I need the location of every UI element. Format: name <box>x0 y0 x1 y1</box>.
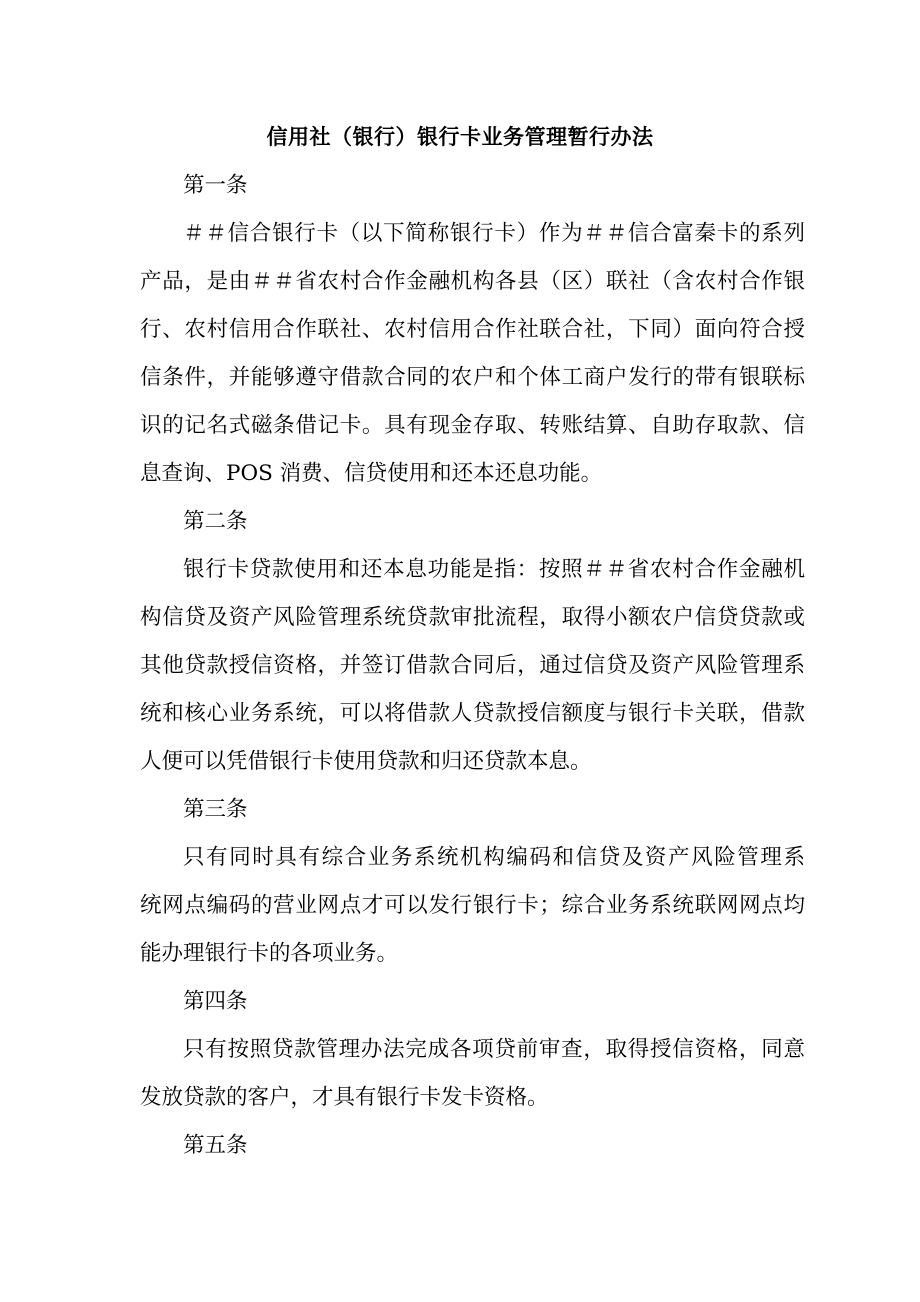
paragraph-line: 信条件，并能够遵守借款合同的农户和个体工商户发行的带有银联标 <box>140 365 805 390</box>
paragraph-line: 统网点编码的营业网点才可以发行银行卡；综合业务系统联网网点均 <box>140 893 805 918</box>
paragraph-line: ＃＃信合银行卡（以下简称银行卡）作为＃＃信合富秦卡的系列 <box>183 221 805 246</box>
paragraph-line: 人便可以凭借银行卡使用贷款和归还贷款本息。 <box>140 749 592 774</box>
paragraph-line: 产品，是由＃＃省农村合作金融机构各县（区）联社（含农村合作银 <box>140 269 805 294</box>
paragraph-line: 统和核心业务系统，可以将借款人贷款授信额度与银行卡关联，借款 <box>140 701 805 726</box>
paragraph-line: 只有同时具有综合业务系统机构编码和信贷及资产风险管理系 <box>183 845 805 870</box>
article-heading: 第四条 <box>183 989 248 1014</box>
paragraph-line: 行、农村信用合作联社、农村信用合作社联合社，下同）面向符合授 <box>140 317 805 342</box>
paragraph-line: 识的记名式磁条借记卡。具有现金存取、转账结算、自助存取款、信 <box>140 413 805 438</box>
article-section <box>140 1131 805 1179</box>
document-body <box>140 171 805 1179</box>
article-heading: 第三条 <box>183 797 248 822</box>
article-heading: 第二条 <box>183 509 248 534</box>
article-section <box>140 795 805 987</box>
article-heading: 第五条 <box>183 1133 248 1158</box>
document-title: 信用社（银行）银行卡业务管理暂行办法 <box>266 124 654 149</box>
paragraph-line: 其他贷款授信资格，并签订借款合同后，通过信贷及资产风险管理系 <box>140 653 805 678</box>
paragraph-line: 发放贷款的客户，才具有银行卡发卡资格。 <box>140 1085 549 1110</box>
paragraph-line: 能办理银行卡的各项业务。 <box>140 941 399 966</box>
article-section <box>140 171 805 507</box>
paragraph-line: 只有按照贷款管理办法完成各项贷前审查，取得授信资格，同意 <box>183 1037 805 1062</box>
paragraph-line: 构信贷及资产风险管理系统贷款审批流程，取得小额农户信贷贷款或 <box>140 605 805 630</box>
paragraph-line: 息查询、POS 消费、信贷使用和还本还息功能。 <box>140 461 603 486</box>
article-section <box>140 507 805 795</box>
article-section <box>140 987 805 1131</box>
article-heading: 第一条 <box>183 173 248 198</box>
paragraph-line: 银行卡贷款使用和还本息功能是指：按照＃＃省农村合作金融机 <box>183 557 805 582</box>
